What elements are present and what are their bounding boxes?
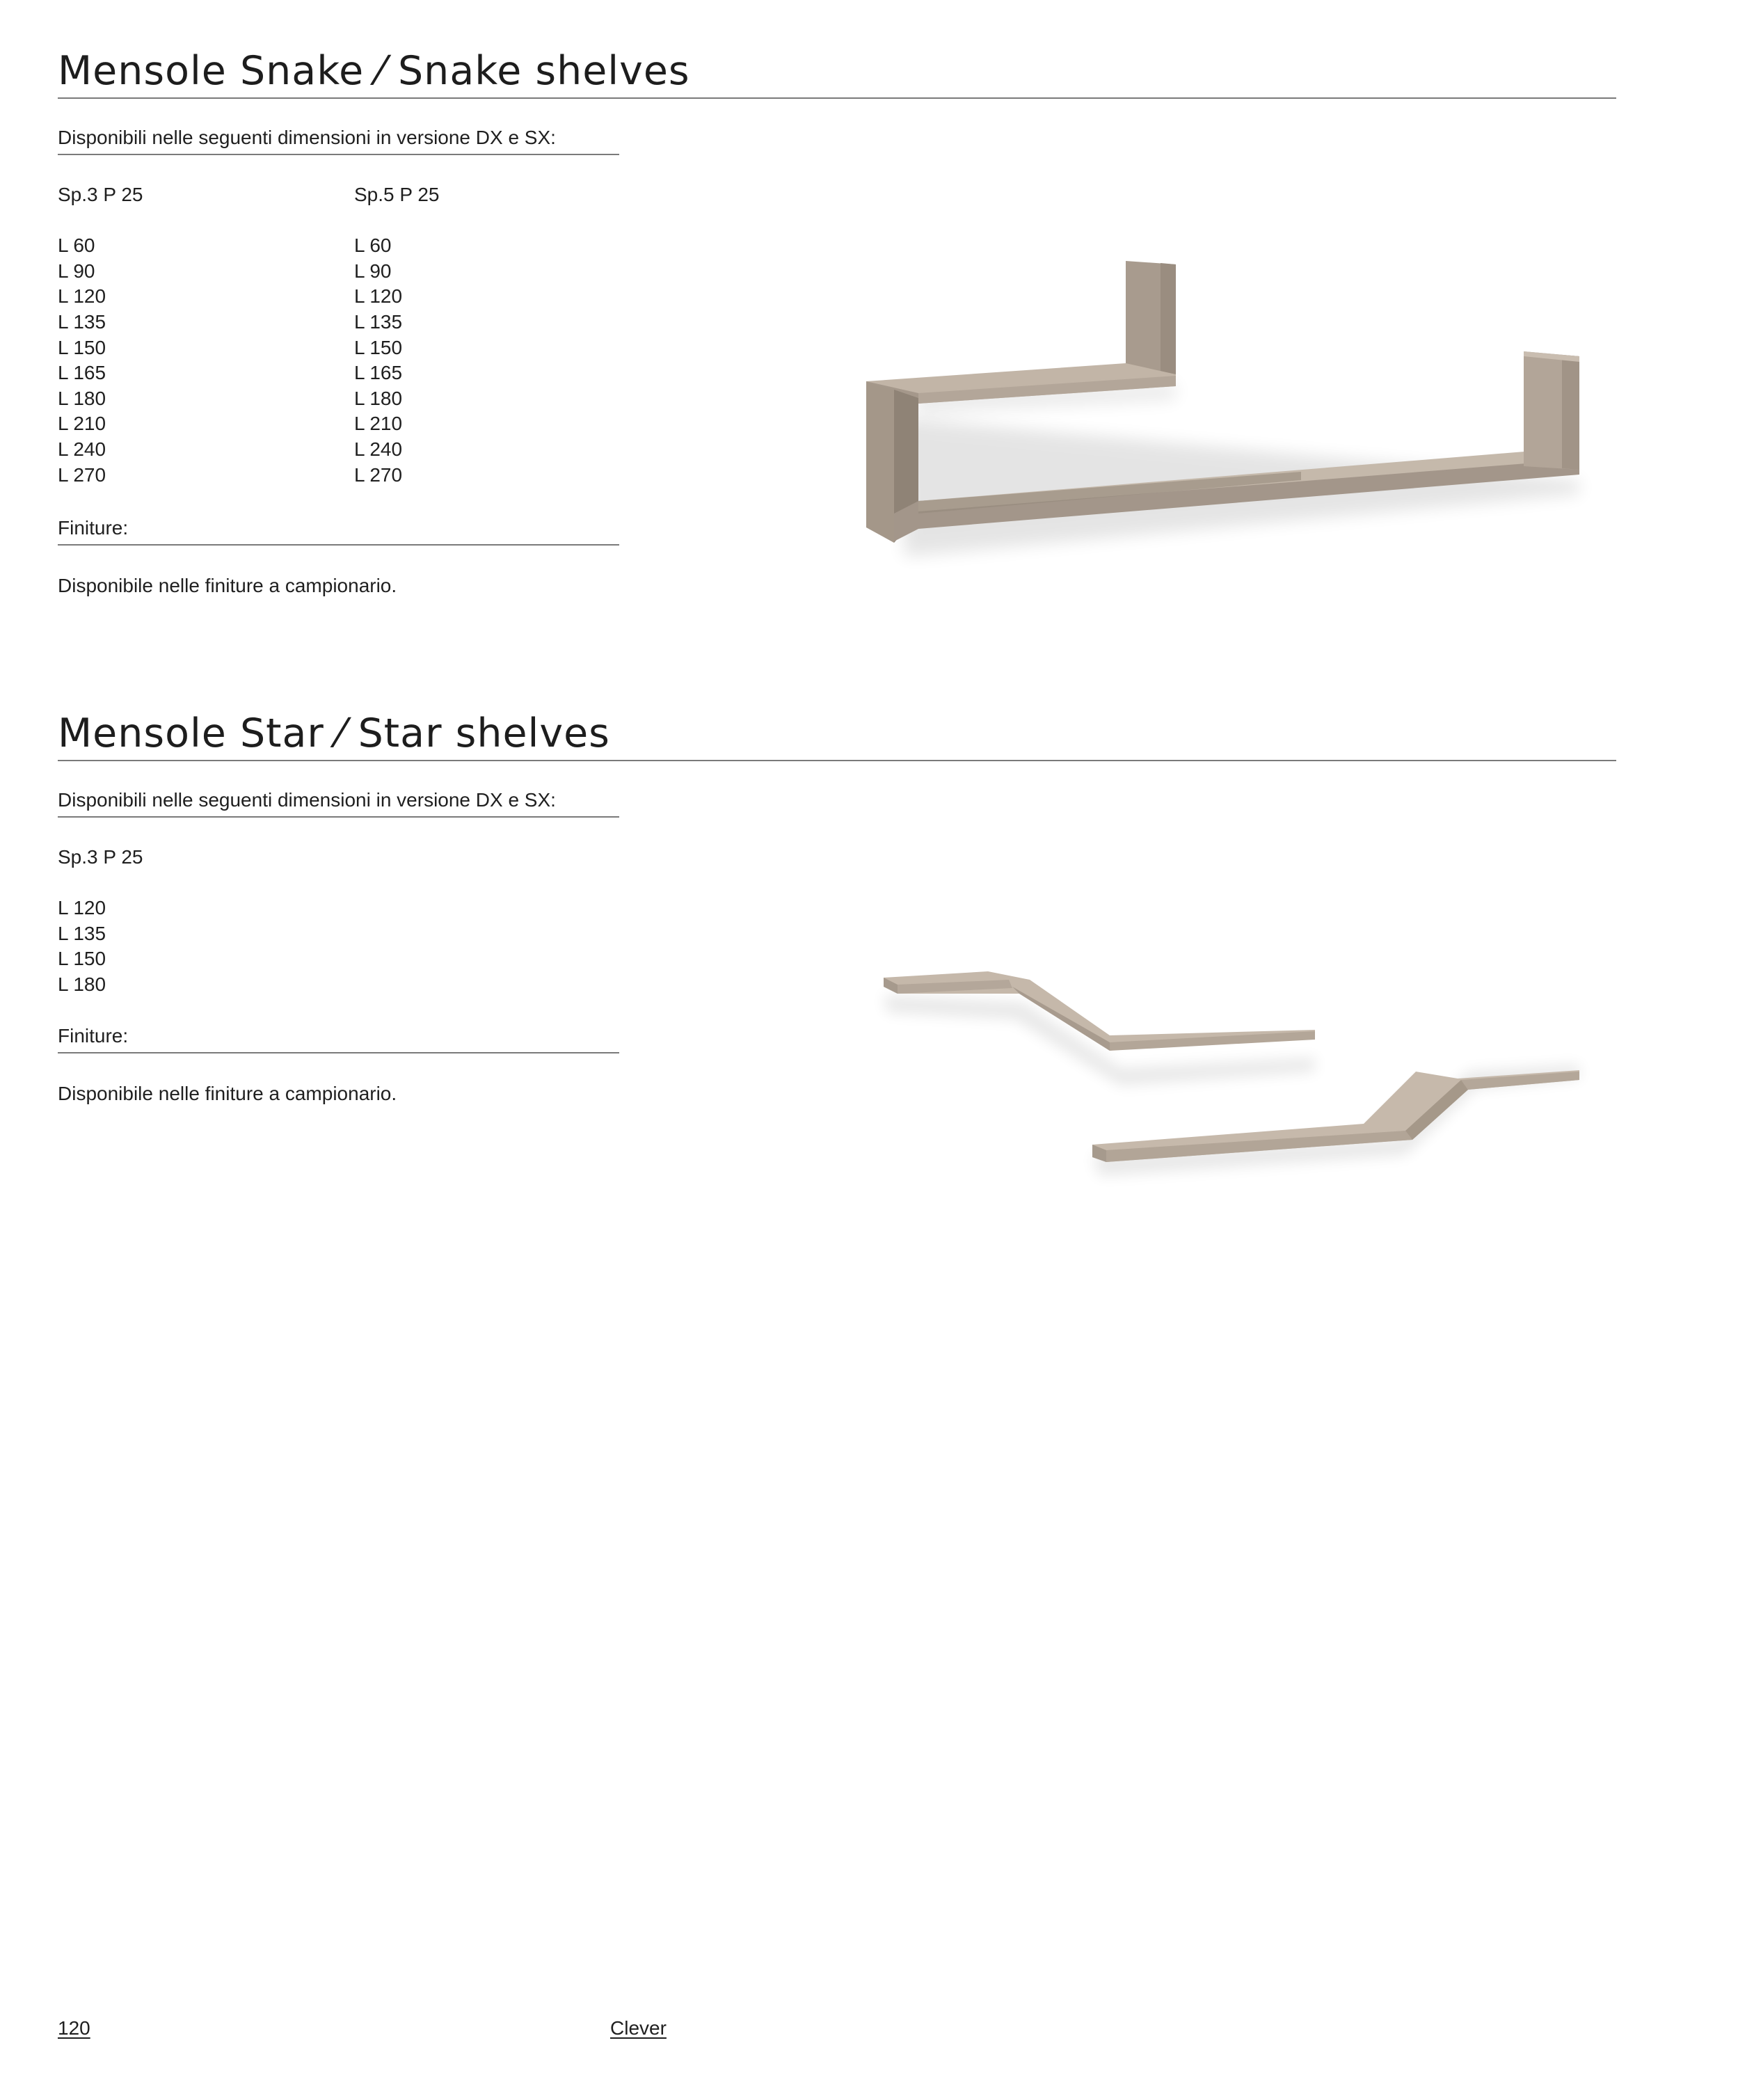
size-item: L 150	[354, 336, 403, 358]
star-shelf-illustration	[870, 953, 1600, 1218]
size-item: L 135	[354, 310, 403, 333]
size-item: L 180	[58, 387, 106, 409]
snake-size-column-sp5	[354, 182, 439, 488]
size-item: L 120	[354, 285, 403, 308]
size-item: L 180	[354, 387, 403, 409]
size-item: L 165	[354, 362, 403, 384]
size-item: L 210	[58, 413, 106, 435]
size-item: L 210	[354, 413, 403, 435]
size-item: L 165	[58, 362, 106, 384]
snake-section-title: Mensole Snake ⁄ Snake shelves	[58, 46, 1616, 99]
star-availability-heading: Disponibili nelle seguenti dimensioni in versione DX e SX:	[58, 787, 619, 818]
snake-finishes-heading: Finiture:	[58, 515, 619, 546]
snake-shelf-illustration	[856, 250, 1593, 571]
size-item: L 270	[354, 463, 403, 486]
size-item: L 270	[58, 463, 106, 486]
size-item: L 60	[354, 234, 392, 257]
size-item: L 240	[58, 438, 106, 460]
size-item: L 180	[58, 973, 106, 995]
snake-section	[58, 46, 1616, 596]
star-section	[58, 708, 1616, 1104]
size-item: L 135	[58, 922, 106, 944]
size-item: L 150	[58, 336, 106, 358]
size-item: L 240	[354, 438, 403, 460]
star-finishes-heading: Finiture:	[58, 1023, 619, 1053]
star-section-title: Mensole Star ⁄ Star shelves	[58, 708, 1616, 761]
snake-finishes-text: Disponibile nelle finiture a campionario.	[58, 575, 397, 596]
star-column-header: Sp.3 P 25	[58, 846, 143, 868]
size-item: L 90	[354, 260, 392, 282]
size-item: L 60	[58, 234, 95, 257]
size-item: L 120	[58, 285, 106, 308]
snake-size-column-sp3	[58, 182, 143, 488]
size-item: L 135	[58, 310, 106, 333]
snake-availability-heading: Disponibili nelle seguenti dimensioni in versione DX e SX:	[58, 125, 619, 155]
snake-column-header: Sp.3 P 25	[58, 184, 143, 205]
page-number: 120	[58, 2017, 90, 2039]
star-size-column-sp3	[58, 845, 143, 998]
size-item: L 150	[58, 948, 106, 970]
collection-name: Clever	[610, 2017, 667, 2039]
size-item: L 120	[58, 897, 106, 919]
size-item: L 90	[58, 260, 95, 282]
star-finishes-text: Disponibile nelle finiture a campionario.	[58, 1083, 397, 1104]
snake-column-header: Sp.5 P 25	[354, 184, 440, 205]
